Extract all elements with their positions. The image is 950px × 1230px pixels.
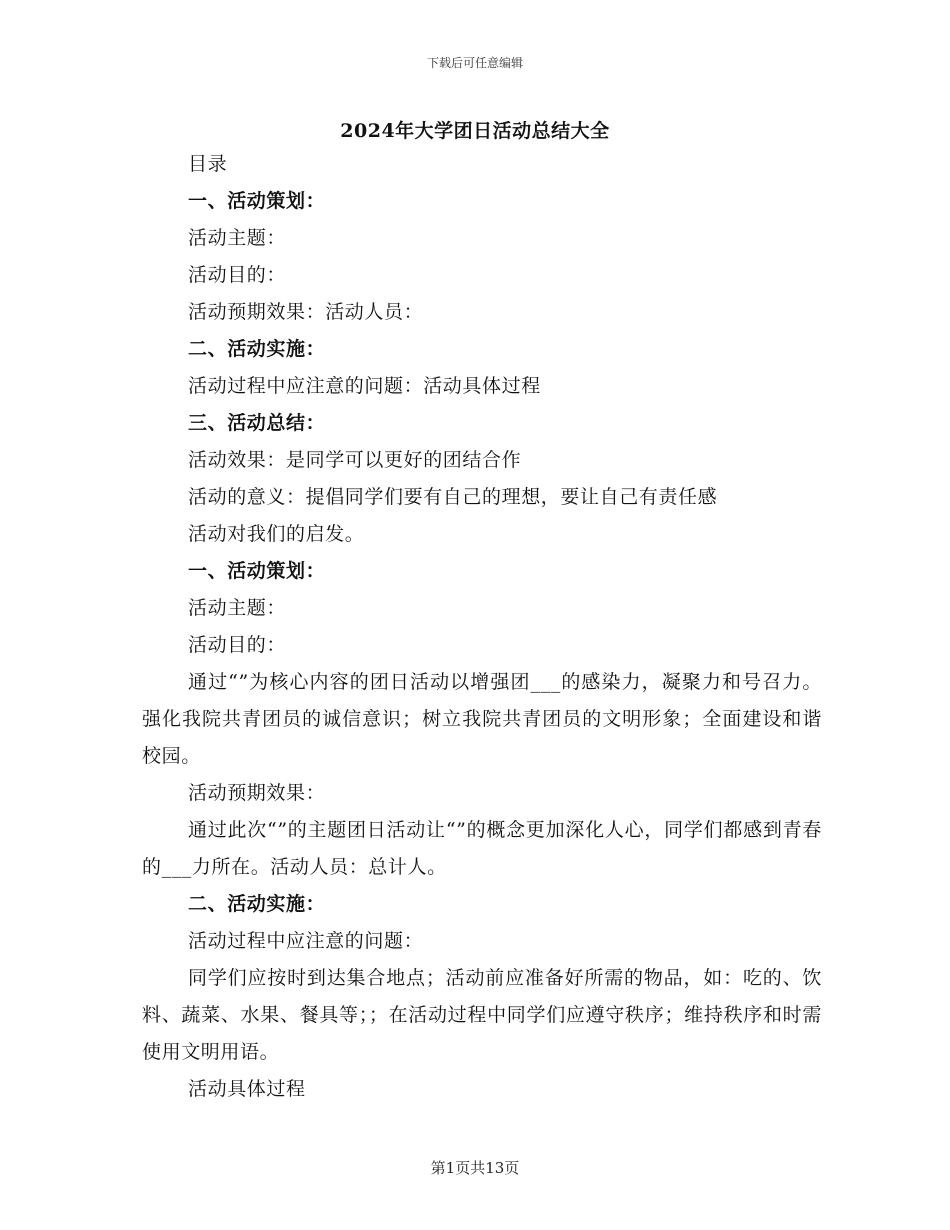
toc-item-theme: 活动主题： bbox=[188, 227, 287, 249]
document-body bbox=[142, 146, 822, 1108]
toc-item-inspiration: 活动对我们的启发。 bbox=[188, 523, 365, 545]
section-heading-implementation-2: 二、活动实施： bbox=[188, 893, 326, 915]
section-heading-planning-2: 一、活动策划： bbox=[188, 560, 326, 582]
paragraph-purpose: 通过“”为核心内容的团日活动以增强团___的感染力，凝聚力和号召力。强化我院共青团员的诚信意识；树立我院共青团员的文明形象；全面建设和谐校园。 bbox=[142, 671, 822, 767]
page-footer: 第1页共13页 bbox=[430, 1159, 520, 1177]
body-item-expected-effect: 活动预期效果： bbox=[188, 782, 326, 804]
header-note: 下载后可任意编辑 bbox=[426, 56, 523, 70]
toc-item-purpose: 活动目的： bbox=[188, 264, 287, 286]
paragraph-issues: 同学们应按时到达集合地点；活动前应准备好所需的物品，如：吃的、饮料、蔬菜、水果、餐具等；；在活动过程中同学们应遵守秩序；维持秩序和时需使用文明用语。 bbox=[142, 967, 822, 1063]
toc-heading: 目录 bbox=[188, 153, 228, 175]
section-heading-planning: 一、活动策划： bbox=[188, 190, 326, 212]
toc-item-issues: 活动过程中应注意的问题：活动具体过程 bbox=[188, 375, 541, 397]
toc-item-effect: 活动效果：是同学可以更好的团结合作 bbox=[188, 449, 522, 471]
body-item-theme: 活动主题： bbox=[188, 597, 287, 619]
toc-item-meaning: 活动的意义：提倡同学们要有自己的理想，要让自己有责任感 bbox=[188, 486, 718, 508]
section-heading-implementation: 二、活动实施： bbox=[188, 338, 326, 360]
section-heading-summary: 三、活动总结： bbox=[188, 412, 326, 434]
document-title: 2024年大学团日活动总结大全 bbox=[340, 120, 610, 142]
body-item-purpose: 活动目的： bbox=[188, 634, 287, 656]
paragraph-expected-effect: 通过此次“”的主题团日活动让“”的概念更加深化人心，同学们都感到青春的___力所在。活动人员：总计人。 bbox=[142, 819, 822, 878]
toc-item-expected-effect: 活动预期效果：活动人员： bbox=[188, 301, 424, 323]
body-item-issues: 活动过程中应注意的问题： bbox=[188, 930, 424, 952]
body-item-process: 活动具体过程 bbox=[188, 1078, 306, 1100]
